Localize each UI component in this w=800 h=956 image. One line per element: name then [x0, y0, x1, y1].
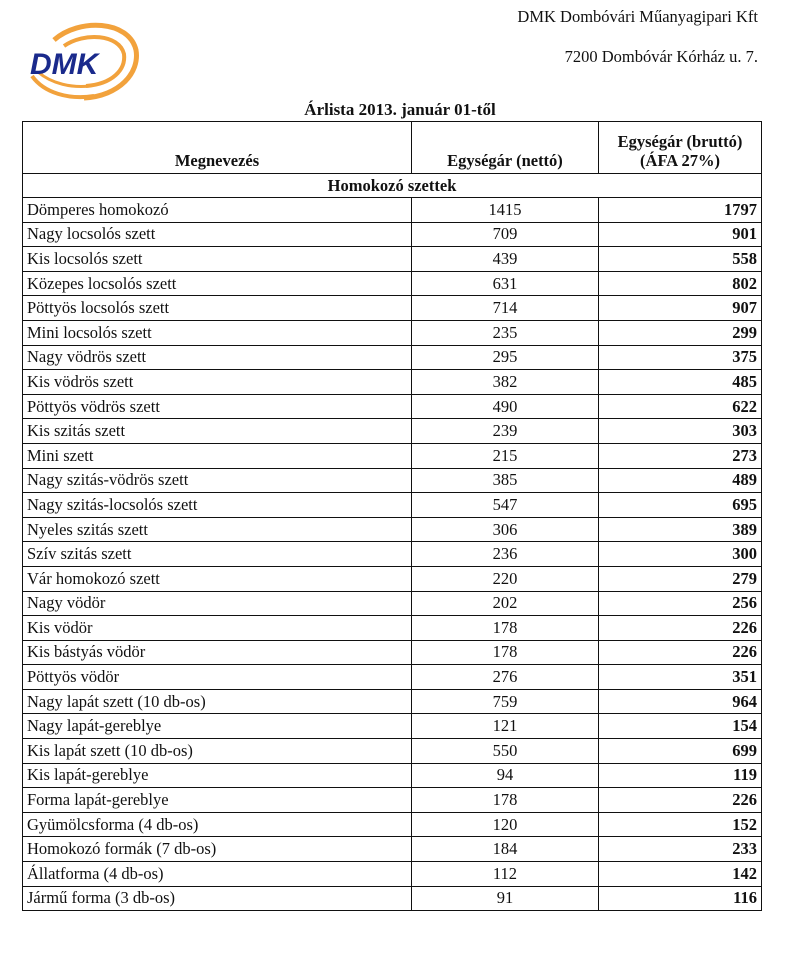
net-price: 202 [412, 591, 599, 616]
gross-price: 699 [599, 739, 762, 764]
net-price: 112 [412, 862, 599, 887]
table-row [23, 591, 762, 616]
table-header-row [23, 122, 762, 174]
product-name: Kis szitás szett [23, 419, 412, 444]
table-row [23, 566, 762, 591]
net-price: 631 [412, 271, 599, 296]
gross-price: 375 [599, 345, 762, 370]
product-name: Nagy lapát szett (10 db-os) [23, 689, 412, 714]
dmk-logo [24, 18, 140, 102]
product-name: Kis bástyás vödör [23, 640, 412, 665]
product-name: Nagy szitás-locsolós szett [23, 493, 412, 518]
gross-price: 154 [599, 714, 762, 739]
section-row [23, 174, 762, 198]
table-row [23, 370, 762, 395]
gross-price: 273 [599, 443, 762, 468]
net-price: 120 [412, 812, 599, 837]
table-row [23, 419, 762, 444]
gross-price: 233 [599, 837, 762, 862]
table-row [23, 542, 762, 567]
gross-price: 907 [599, 296, 762, 321]
table-body [23, 198, 762, 911]
net-price: 178 [412, 788, 599, 813]
net-price: 382 [412, 370, 599, 395]
product-name: Vár homokozó szett [23, 566, 412, 591]
product-name: Mini locsolós szett [23, 320, 412, 345]
gross-price: 152 [599, 812, 762, 837]
product-name: Kis lapát szett (10 db-os) [23, 739, 412, 764]
net-price: 215 [412, 443, 599, 468]
company-name: DMK Dombóvári Műanyagipari Kft [517, 7, 758, 26]
gross-price: 116 [599, 886, 762, 911]
table-row [23, 862, 762, 887]
net-price: 759 [412, 689, 599, 714]
product-name: Pöttyös locsolós szett [23, 296, 412, 321]
table-row [23, 443, 762, 468]
product-name: Mini szett [23, 443, 412, 468]
net-price: 235 [412, 320, 599, 345]
net-price: 490 [412, 394, 599, 419]
product-name: Állatforma (4 db-os) [23, 862, 412, 887]
product-name: Nagy vödrös szett [23, 345, 412, 370]
table-row [23, 296, 762, 321]
net-price: 714 [412, 296, 599, 321]
logo-text: DMK [30, 48, 99, 81]
table-row [23, 837, 762, 862]
table-row [23, 788, 762, 813]
table-row [23, 739, 762, 764]
product-name: Nagy vödör [23, 591, 412, 616]
gross-price: 142 [599, 862, 762, 887]
gross-price: 389 [599, 517, 762, 542]
table-row [23, 640, 762, 665]
net-price: 236 [412, 542, 599, 567]
gross-price: 489 [599, 468, 762, 493]
product-name: Kis locsolós szett [23, 247, 412, 272]
product-name: Gyümölcsforma (4 db-os) [23, 812, 412, 837]
gross-price: 802 [599, 271, 762, 296]
gross-price: 622 [599, 394, 762, 419]
document-title: Árlista 2013. január 01-től [304, 100, 496, 119]
net-price: 178 [412, 616, 599, 641]
gross-price: 485 [599, 370, 762, 395]
net-price: 184 [412, 837, 599, 862]
net-price: 121 [412, 714, 599, 739]
header-gross-line1: Egységár (bruttó) [617, 132, 743, 151]
table-row [23, 222, 762, 247]
header-gross-price [599, 122, 762, 174]
table-row [23, 714, 762, 739]
gross-price: 1797 [599, 198, 762, 223]
product-name: Forma lapát-gereblye [23, 788, 412, 813]
net-price: 439 [412, 247, 599, 272]
table-row [23, 320, 762, 345]
table-row [23, 345, 762, 370]
product-name: Homokozó formák (7 db-os) [23, 837, 412, 862]
product-name: Kis vödrös szett [23, 370, 412, 395]
product-name: Nyeles szitás szett [23, 517, 412, 542]
gross-price: 300 [599, 542, 762, 567]
table-row [23, 763, 762, 788]
gross-price: 256 [599, 591, 762, 616]
table-row [23, 493, 762, 518]
gross-price: 299 [599, 320, 762, 345]
net-price: 709 [412, 222, 599, 247]
gross-price: 279 [599, 566, 762, 591]
gross-price: 351 [599, 665, 762, 690]
product-name: Nagy locsolós szett [23, 222, 412, 247]
product-name: Dömperes homokozó [23, 198, 412, 223]
logo-graphic [24, 18, 140, 102]
net-price: 178 [412, 640, 599, 665]
product-name: Jármű forma (3 db-os) [23, 886, 412, 911]
table-row [23, 468, 762, 493]
table-row [23, 394, 762, 419]
gross-price: 226 [599, 616, 762, 641]
price-table [22, 121, 762, 911]
gross-price: 119 [599, 763, 762, 788]
product-name: Közepes locsolós szett [23, 271, 412, 296]
product-name: Kis vödör [23, 616, 412, 641]
net-price: 306 [412, 517, 599, 542]
net-price: 295 [412, 345, 599, 370]
product-name: Pöttyös vödör [23, 665, 412, 690]
gross-price: 226 [599, 788, 762, 813]
gross-price: 558 [599, 247, 762, 272]
net-price: 91 [412, 886, 599, 911]
product-name: Szív szitás szett [23, 542, 412, 567]
company-address: 7200 Dombóvár Kórház u. 7. [564, 47, 758, 66]
net-price: 94 [412, 763, 599, 788]
product-name: Nagy szitás-vödrös szett [23, 468, 412, 493]
net-price: 276 [412, 665, 599, 690]
gross-price: 695 [599, 493, 762, 518]
table-row [23, 198, 762, 223]
table-row [23, 247, 762, 272]
net-price: 385 [412, 468, 599, 493]
net-price: 239 [412, 419, 599, 444]
net-price: 547 [412, 493, 599, 518]
header-gross-line2: (ÁFA 27%) [640, 151, 720, 170]
company-info [517, 8, 758, 66]
table-row [23, 689, 762, 714]
gross-price: 964 [599, 689, 762, 714]
table-row [23, 665, 762, 690]
table-row [23, 886, 762, 911]
net-price: 1415 [412, 198, 599, 223]
table-row [23, 812, 762, 837]
net-price: 220 [412, 566, 599, 591]
table-row [23, 271, 762, 296]
header-net-price: Egységár (nettó) [412, 122, 599, 174]
table-row [23, 616, 762, 641]
net-price: 550 [412, 739, 599, 764]
gross-price: 226 [599, 640, 762, 665]
gross-price: 901 [599, 222, 762, 247]
product-name: Pöttyös vödrös szett [23, 394, 412, 419]
table-row [23, 517, 762, 542]
product-name: Kis lapát-gereblye [23, 763, 412, 788]
section-title: Homokozó szettek [23, 174, 762, 198]
gross-price: 303 [599, 419, 762, 444]
header-name: Megnevezés [23, 122, 412, 174]
product-name: Nagy lapát-gereblye [23, 714, 412, 739]
